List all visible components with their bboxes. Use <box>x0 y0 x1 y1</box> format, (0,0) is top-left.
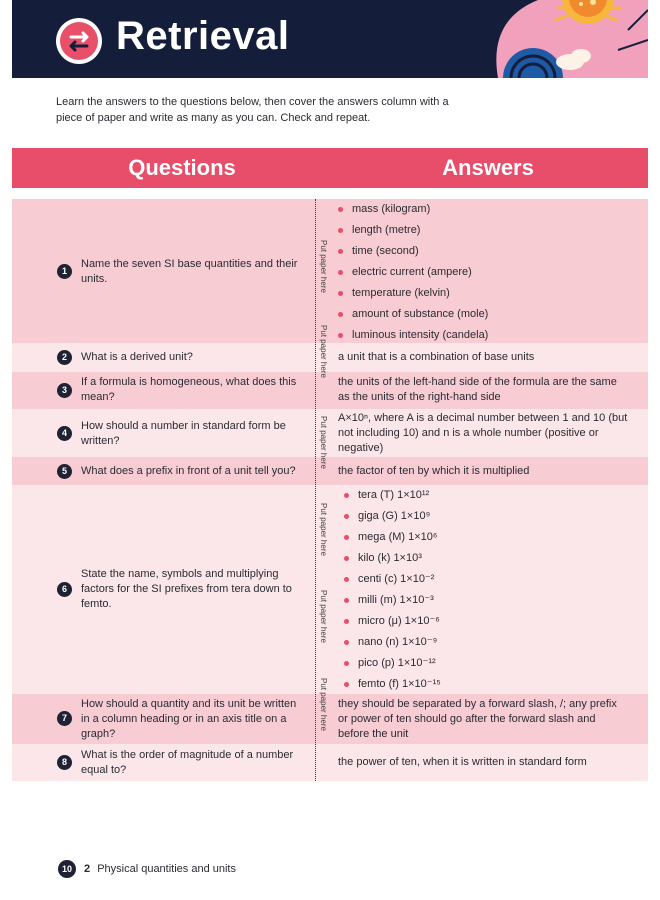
list-item: length (metre) <box>338 220 628 241</box>
answer-list <box>338 199 628 346</box>
table-header <box>12 148 648 188</box>
list-item: electric current (ampere) <box>338 262 628 283</box>
question-number: 6 <box>57 582 72 597</box>
page-number: 10 <box>58 860 76 878</box>
table-row <box>12 485 648 694</box>
chapter-title: Physical quantities and units <box>97 863 236 875</box>
header-banner <box>12 0 648 78</box>
question-number: 8 <box>57 755 72 770</box>
put-paper-here-label: Put paper here <box>319 325 328 378</box>
answer-text: a unit that is a combination of base units <box>338 351 535 363</box>
put-paper-here-label: Put paper here <box>319 240 328 293</box>
question-number: 1 <box>57 264 72 279</box>
table-row <box>12 372 648 409</box>
list-item: pico (p) 1×10⁻¹² <box>344 653 634 674</box>
question-text: If a formula is homogeneous, what does this mean? <box>81 376 297 403</box>
page-title: Retrieval <box>116 14 290 58</box>
list-item: milli (m) 1×10⁻³ <box>344 590 634 611</box>
question-number: 4 <box>57 426 72 441</box>
list-item: giga (G) 1×10⁹ <box>344 506 634 527</box>
answer-list <box>344 485 634 695</box>
question-text: How should a number in standard form be written? <box>81 420 286 447</box>
question-text: Name the seven SI base quantities and their units. <box>81 258 298 285</box>
decorative-sun-illustration <box>478 0 648 78</box>
question-number: 3 <box>57 383 72 398</box>
table-row <box>12 199 648 343</box>
answer-text: the power of ten, when it is written in standard form <box>338 756 587 768</box>
put-paper-here-label: Put paper here <box>319 503 328 556</box>
list-item: mega (M) 1×10⁶ <box>344 527 634 548</box>
list-item: time (second) <box>338 241 628 262</box>
retrieval-table <box>12 199 648 781</box>
table-row <box>12 694 648 744</box>
list-item: kilo (k) 1×10³ <box>344 548 634 569</box>
table-row <box>12 343 648 372</box>
question-text: How should a quantity and its unit be written in a column heading or in an axis title on a graph? <box>81 698 297 740</box>
intro-instructions: Learn the answers to the questions below, then cover the answers column with a piece of paper and write as many as you can. Check and repeat. <box>56 96 449 124</box>
answers-column-header: Answers <box>442 155 534 180</box>
list-item: micro (μ) 1×10⁻⁶ <box>344 611 634 632</box>
list-item: mass (kilogram) <box>338 199 628 220</box>
answer-text: the units of the left-hand side of the formula are the same as the units of the right-hand side <box>338 376 617 403</box>
put-paper-here-label: Put paper here <box>319 590 328 643</box>
question-number: 2 <box>57 350 72 365</box>
answer-text: they should be separated by a forward slash, /; any prefix or power of ten should go after the forward slash and before the unit <box>338 698 617 740</box>
question-number: 5 <box>57 464 72 479</box>
table-row <box>12 744 648 781</box>
question-text: What is the order of magnitude of a number equal to? <box>81 749 294 776</box>
list-item: luminous intensity (candela) <box>338 325 628 346</box>
page-footer <box>58 860 236 878</box>
questions-column-header: Questions <box>128 155 236 180</box>
question-text: What is a derived unit? <box>81 351 193 363</box>
retrieval-arrows-icon <box>56 18 102 64</box>
list-item: tera (T) 1×10¹² <box>344 485 634 506</box>
answer-text: A×10ⁿ, where A is a decimal number between 1 and 10 (but not including 10) and n is a whole number (positive or negative) <box>338 412 628 454</box>
table-row <box>12 409 648 457</box>
list-item: centi (c) 1×10⁻² <box>344 569 634 590</box>
put-paper-here-label: Put paper here <box>319 678 328 731</box>
question-text: State the name, symbols and multiplying factors for the SI prefixes from tera down to femto. <box>81 568 292 610</box>
column-divider <box>315 199 316 781</box>
list-item: amount of substance (mole) <box>338 304 628 325</box>
list-item: temperature (kelvin) <box>338 283 628 304</box>
table-row <box>12 457 648 485</box>
question-number: 7 <box>57 711 72 726</box>
chapter-number: 2 <box>84 863 91 875</box>
list-item: femto (f) 1×10⁻¹⁵ <box>344 674 634 695</box>
answer-text: the factor of ten by which it is multiplied <box>338 465 530 477</box>
list-item: nano (n) 1×10⁻⁹ <box>344 632 634 653</box>
chapter-label <box>84 863 236 875</box>
question-text: What does a prefix in front of a unit tell you? <box>81 465 296 477</box>
put-paper-here-label: Put paper here <box>319 416 328 469</box>
